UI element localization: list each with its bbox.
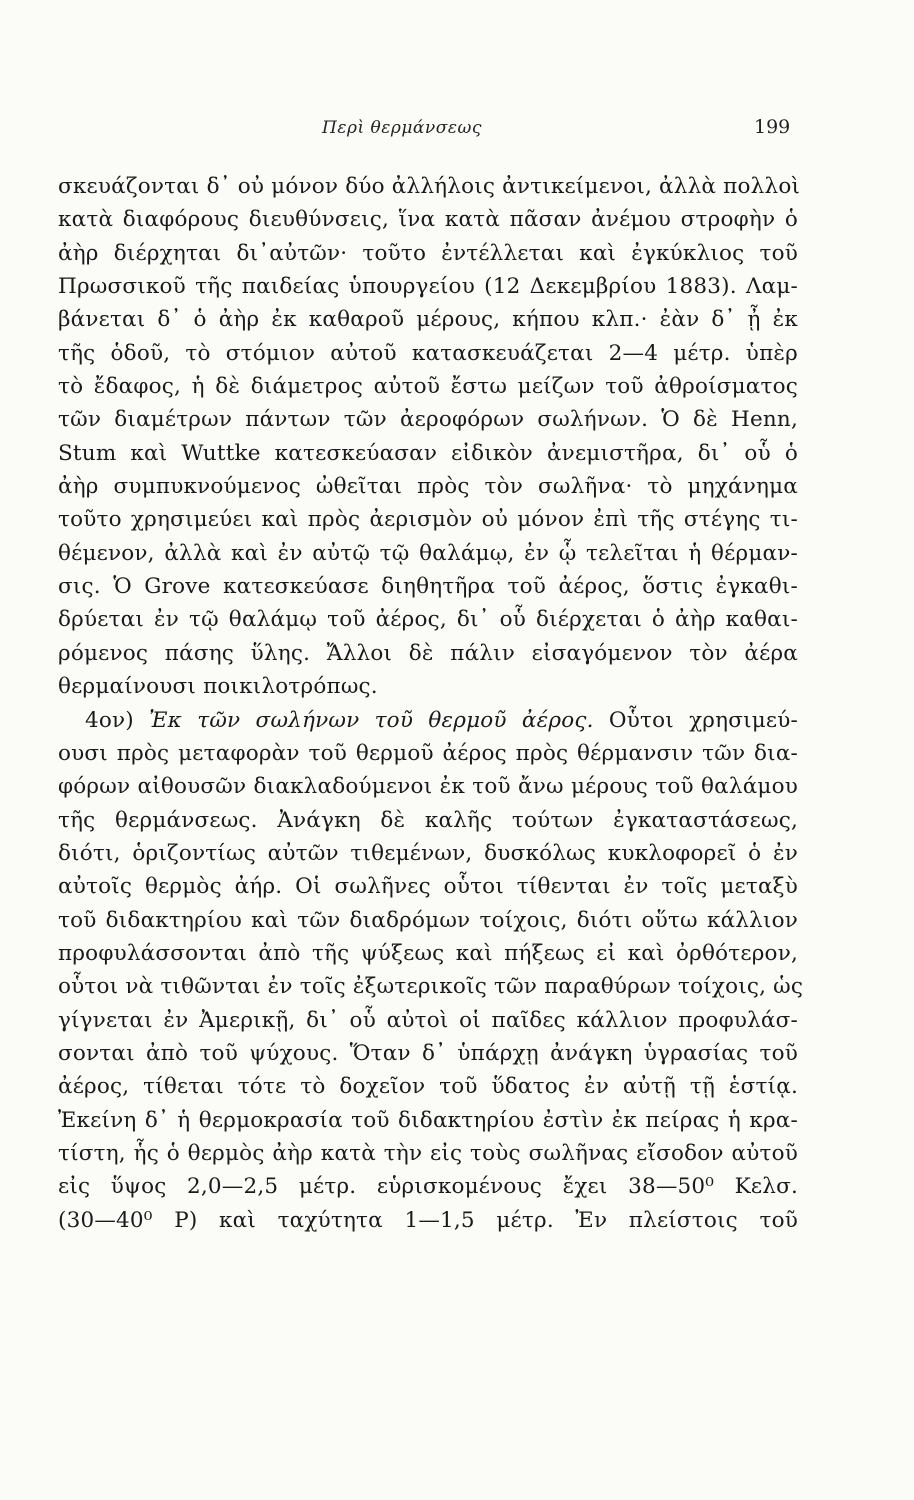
text-line: τὸ ἔδαφος, ἡ δὲ διάμετρος αὐτοῦ ἔστω μείζων τοῦ ἀθροίσματος [58,374,798,400]
text-line: διότι, ὁριζοντίως αὐτῶν τιθεμένων, δυσκόλως κυκλοφορεῖ ὁ ἐν [58,840,798,866]
section-heading-line [58,704,798,737]
text-line: θέμενον, ἀλλὰ καὶ ἐν αὐτῷ τῷ θαλάμῳ, ἐν ᾧ τελεῖται ἡ θέρμαν- [58,540,798,566]
text-line: ουσι πρὸς μεταφορὰν τοῦ θερμοῦ ἀέρος πρὸς θέρμανσιν τῶν δια- [58,740,798,766]
text-line: τῆς ὁδοῦ, τὸ στόμιον αὐτοῦ κατασκευάζεται 2—4 μέτρ. ὑπὲρ [58,340,798,366]
text-line: αὐτοῖς θερμὸς ἀήρ. Οἱ σωλῆνες οὗτοι τίθενται ἐν τοῖς μεταξὺ [58,874,798,900]
text-line: φόρων αἰθουσῶν διακλαδούμενοι ἐκ τοῦ ἄνω μέρους τοῦ θαλάμου [58,774,798,800]
text-line: (30—40⁰ Ρ) καὶ ταχύτητα 1—1,5 μέτρ. Ἐν πλείστοις τοῦ [58,1207,798,1233]
text-line: σις. Ὁ Grove κατεσκεύασε διηθητῆρα τοῦ ἀέρος, ὅστις ἐγκαθι- [58,574,798,600]
running-title: Περὶ θερμάνσεως [322,118,482,138]
text-line: ρόμενος πάσης ὕλης. Ἄλλοι δὲ πάλιν εἰσαγόμενον τὸν ἀέρα [58,640,798,666]
section-number: 4ον) [85,707,134,733]
text-line: δρύεται ἐν τῷ θαλάμῳ τοῦ ἀέρος, δι᾽ οὗ διέρχεται ὁ ἀὴρ καθαι- [58,607,798,633]
text-line: ἀέρος, τίθεται τότε τὸ δοχεῖον τοῦ ὕδατος ἐν αὐτῇ τῇ ἑστίᾳ. [58,1074,798,1100]
text-line: τίστη, ἧς ὁ θερμὸς ἀὴρ κατὰ τὴν εἰς τοὺς σωλῆνας εἴσοδον αὐτοῦ [58,1140,798,1166]
text-line: ἀὴρ διέρχηται δι᾽αὐτῶν· τοῦτο ἐντέλλεται καὶ ἐγκύκλιος τοῦ [58,240,798,266]
section-heading-continuation: Οὗτοι χρησιμεύ- [608,707,798,733]
page-number: 199 [754,116,791,138]
text-line: τῆς θερμάνσεως. Ἀνάγκη δὲ καλῆς τούτων ἐγκαταστάσεως, [58,807,798,833]
text-line: εἰς ὕψος 2,0—2,5 μέτρ. εὑρισκομένους ἔχει 38—50⁰ Κελσ. [58,1174,798,1200]
text-line: Πρωσσικοῦ τῆς παιδείας ὑπουργείου (12 Δεκεμβρίου 1883). Λαμ- [58,274,798,300]
text-line: γίγνεται ἐν Ἀμερικῇ, δι᾽ οὗ αὐτοὶ οἱ παῖδες κάλλιον προφυλάσ- [58,1007,798,1033]
text-line: θερμαίνουσι ποικιλοτρόπως. [58,674,378,700]
text-line: οὗτοι νὰ τιθῶνται ἐν τοῖς ἐξωτερικοῖς τῶν παραθύρων τοίχοις, ὡς [58,974,804,1000]
text-line: Ἐκείνη δ᾽ ἡ θερμοκρασία τοῦ διδακτηρίου ἐστὶν ἐκ πείρας ἡ κρα- [58,1107,798,1133]
text-line: τοῦ διδακτηρίου καὶ τῶν διαδρόμων τοίχοις, διότι οὕτω κάλλιον [58,907,798,933]
section-heading: Ἐκ τῶν σωλήνων τοῦ θερμοῦ ἀέρος. [149,707,594,733]
text-line: ἀὴρ συμπυκνούμενος ὠθεῖται πρὸς τὸν σωλῆνα· τὸ μηχάνημα [58,474,798,500]
text-line: βάνεται δ᾽ ὁ ἀὴρ ἐκ καθαροῦ μέρους, κήπου κλπ.· ἐὰν δ᾽ ᾖ ἐκ [58,307,798,333]
text-line: σονται ἀπὸ τοῦ ψύχους. Ὅταν δ᾽ ὑπάρχῃ ἀνάγκη ὑγρασίας τοῦ [58,1040,798,1066]
text-line: τῶν διαμέτρων πάντων τῶν ἀεροφόρων σωλήνων. Ὁ δὲ Henn, [58,407,798,433]
text-line: τοῦτο χρησιμεύει καὶ πρὸς ἀερισμὸν οὐ μόνον ἐπὶ τῆς στέγης τι- [58,507,798,533]
text-line: κατὰ διαφόρους διευθύνσεις, ἵνα κατὰ πᾶσαν ἀνέμου στροφὴν ὁ [58,207,798,233]
body-text [58,170,804,1237]
text-line: Stum καὶ Wuttke κατεσκεύασαν εἰδικὸν ἀνεμιστῆρα, δι᾽ οὗ ὁ [58,440,798,466]
text-line: σκευάζονται δ᾽ οὐ μόνον δύο ἀλλήλοις ἀντικείμενοι, ἀλλὰ πολλοὶ [58,174,801,199]
text-line: προφυλάσσονται ἀπὸ τῆς ψύξεως καὶ πήξεως εἰ καὶ ὀρθότερον, [58,940,798,966]
